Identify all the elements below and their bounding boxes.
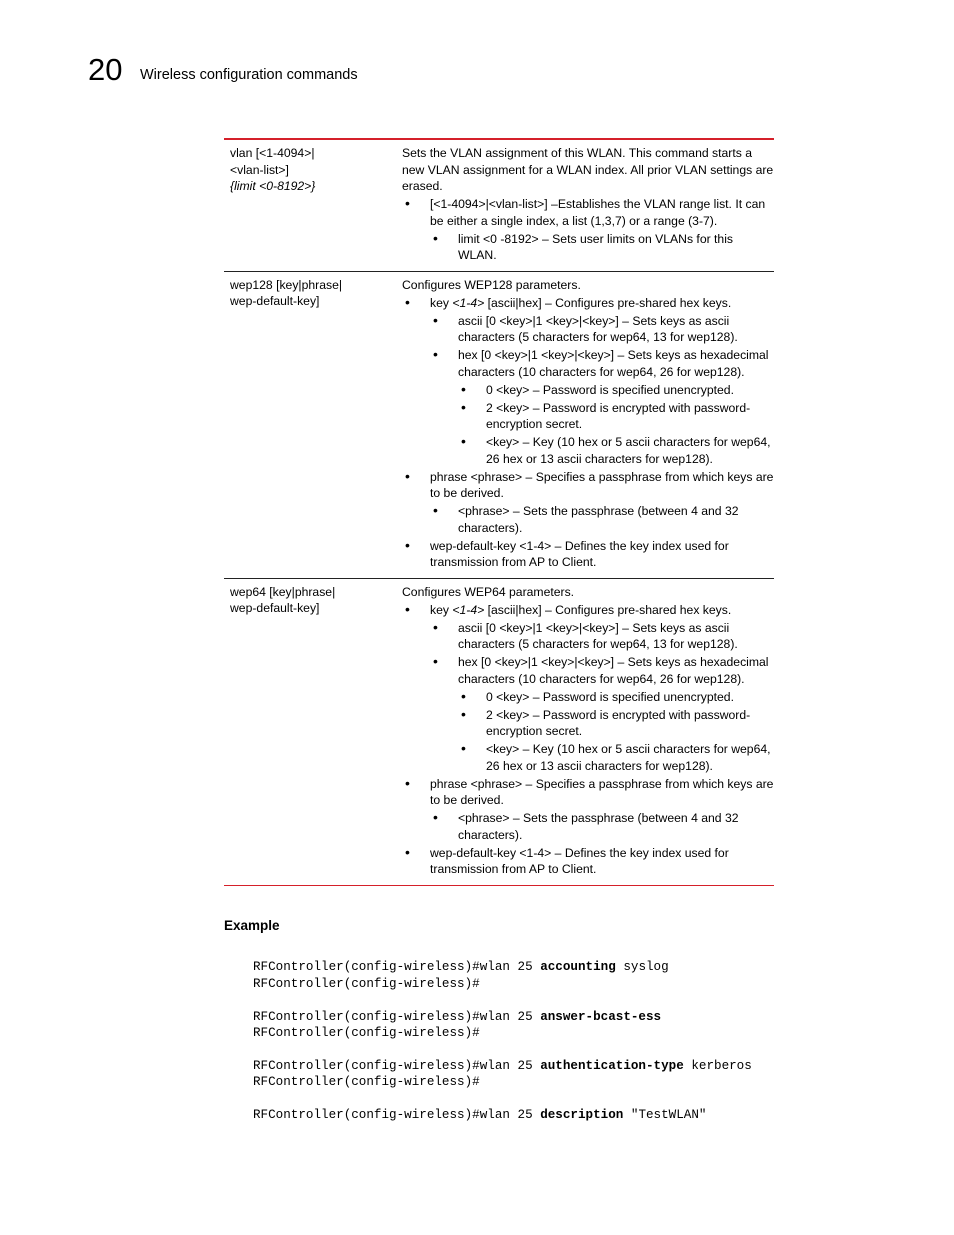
code-line: RFController(config-wireless)#wlan 25 description "TestWLAN" bbox=[253, 1108, 707, 1123]
command-line: wep-default-key] bbox=[230, 294, 320, 308]
list-item: • 2 <key> – Password is encrypted with password-encryption secret. bbox=[458, 707, 774, 740]
list-item: • hex [0 <key>|1 <key>|<key>] – Sets keys as hexadecimal characters (10 characters for wep64, 26 for wep128). • 0 <key> – Password is specified unencrypted. • 2 <key> – Password is encrypted with password-encryption secret. • <key> – Key (10 hex or 5 ascii characters for wep64, 26 hex or 13 ascii characters for wep128). bbox=[430, 347, 774, 467]
list-item: • phrase <phrase> – Specifies a passphrase from which keys are to be derived. • <phrase> – Sets the passphrase (between 4 and 32 characters). bbox=[402, 776, 774, 844]
list-item: • phrase <phrase> – Specifies a passphrase from which keys are to be derived. • <phrase> – Sets the passphrase (between 4 and 32 characters). bbox=[402, 469, 774, 537]
table-row bbox=[224, 140, 774, 271]
command-line: vlan [<1-4094>| bbox=[230, 146, 315, 160]
command-line: wep64 [key|phrase| bbox=[230, 584, 336, 599]
command-option: {limit <0-8192>} bbox=[230, 179, 316, 193]
command-cell bbox=[224, 272, 402, 578]
list-item: • limit <0 -8192> – Sets user limits on VLANs for this WLAN. bbox=[430, 231, 774, 264]
code-line: RFController(config-wireless)#wlan 25 authentication-type kerberos bbox=[253, 1058, 752, 1073]
command-line: wep128 [key|phrase| bbox=[230, 277, 343, 292]
example-code-block bbox=[253, 943, 752, 1140]
list-item: • 0 <key> – Password is specified unencrypted. bbox=[458, 689, 774, 706]
list-item: • <key> – Key (10 hex or 5 ascii characters for wep64, 26 hex or 13 ascii characters for wep128). bbox=[458, 434, 774, 467]
chapter-number: 20 bbox=[88, 52, 123, 87]
command-line: <vlan-list>] bbox=[230, 162, 289, 177]
list-item: • [<1-4094>|<vlan-list>] –Establishes the VLAN range list. It can be either a single index, a list (1,3,7) or a range (3-7). • limit <0 -8192> – Sets user limits on VLANs for this WLAN. bbox=[402, 196, 774, 264]
description-cell bbox=[402, 272, 774, 578]
code-line: RFController(config-wireless)# bbox=[253, 1075, 480, 1090]
description-intro: Sets the VLAN assignment of this WLAN. This command starts a new VLAN assignment for a WLAN index. All prior VLAN settings are erased. bbox=[402, 146, 774, 193]
command-cell bbox=[224, 140, 402, 271]
list-item: • wep-default-key <1-4> – Defines the key index used for transmission from AP to Client. bbox=[402, 538, 774, 571]
code-line: RFController(config-wireless)#wlan 25 accounting syslog bbox=[253, 960, 669, 975]
list-item: • ascii [0 <key>|1 <key>|<key>] – Sets keys as ascii characters (5 characters for wep64, 13 for wep128). bbox=[430, 313, 774, 346]
code-line bbox=[253, 992, 752, 1008]
code-line: RFController(config-wireless)#wlan 25 answer-bcast-ess bbox=[253, 1009, 662, 1024]
table-row bbox=[224, 271, 774, 578]
parameter-table bbox=[224, 138, 774, 886]
list-item: • <phrase> – Sets the passphrase (between 4 and 32 characters). bbox=[430, 503, 774, 536]
list-item: • 2 <key> – Password is encrypted with password-encryption secret. bbox=[458, 400, 774, 433]
chapter-title: Wireless configuration commands bbox=[140, 67, 358, 83]
list-item: • 0 <key> – Password is specified unencrypted. bbox=[458, 382, 774, 399]
command-cell bbox=[224, 579, 402, 885]
example-heading: Example bbox=[224, 918, 280, 933]
table-row bbox=[224, 578, 774, 885]
code-line bbox=[253, 1041, 752, 1057]
list-item: • key <1-4> [ascii|hex] – Configures pre-shared hex keys. • ascii [0 <key>|1 <key>|<key>] – Sets keys as ascii characters (5 characters for wep64, 13 for wep128). • hex [0 <key>|1 <key>|<key>] – Sets keys as hexadecimal characters (10 characters for wep64, 26 for wep128). • 0 <key> – Password is specified unencrypted. • 2 <key> – Password is encrypted with password-encryption secret. • <key> – Key (10 hex or 5 ascii characters for wep64, 26 hex or 13 ascii characters for wep128). bbox=[402, 295, 774, 468]
description-intro: Configures WEP64 parameters. bbox=[402, 584, 575, 599]
list-item: • ascii [0 <key>|1 <key>|<key>] – Sets keys as ascii characters (5 characters for wep64, 13 for wep128). bbox=[430, 620, 774, 653]
list-item: • <key> – Key (10 hex or 5 ascii characters for wep64, 26 hex or 13 ascii characters for wep128). bbox=[458, 741, 774, 774]
command-line: wep-default-key] bbox=[230, 601, 320, 615]
list-item: • <phrase> – Sets the passphrase (between 4 and 32 characters). bbox=[430, 810, 774, 843]
code-line: RFController(config-wireless)# bbox=[253, 1026, 480, 1041]
list-item: • key <1-4> [ascii|hex] – Configures pre-shared hex keys. • ascii [0 <key>|1 <key>|<key>] – Sets keys as ascii characters (5 characters for wep64, 13 for wep128). • hex [0 <key>|1 <key>|<key>] – Sets keys as hexadecimal characters (10 characters for wep64, 26 for wep128). • 0 <key> – Password is specified unencrypted. • 2 <key> – Password is encrypted with password-encryption secret. • <key> – Key (10 hex or 5 ascii characters for wep64, 26 hex or 13 ascii characters for wep128). bbox=[402, 602, 774, 775]
list-item: • hex [0 <key>|1 <key>|<key>] – Sets keys as hexadecimal characters (10 characters for wep64, 26 for wep128). • 0 <key> – Password is specified unencrypted. • 2 <key> – Password is encrypted with password-encryption secret. • <key> – Key (10 hex or 5 ascii characters for wep64, 26 hex or 13 ascii characters for wep128). bbox=[430, 654, 774, 774]
description-intro: Configures WEP128 parameters. bbox=[402, 277, 581, 292]
code-line: RFController(config-wireless)# bbox=[253, 976, 480, 991]
description-cell bbox=[402, 579, 774, 885]
code-line bbox=[253, 1091, 752, 1107]
description-cell bbox=[402, 140, 774, 271]
list-item: • wep-default-key <1-4> – Defines the key index used for transmission from AP to Client. bbox=[402, 845, 774, 878]
